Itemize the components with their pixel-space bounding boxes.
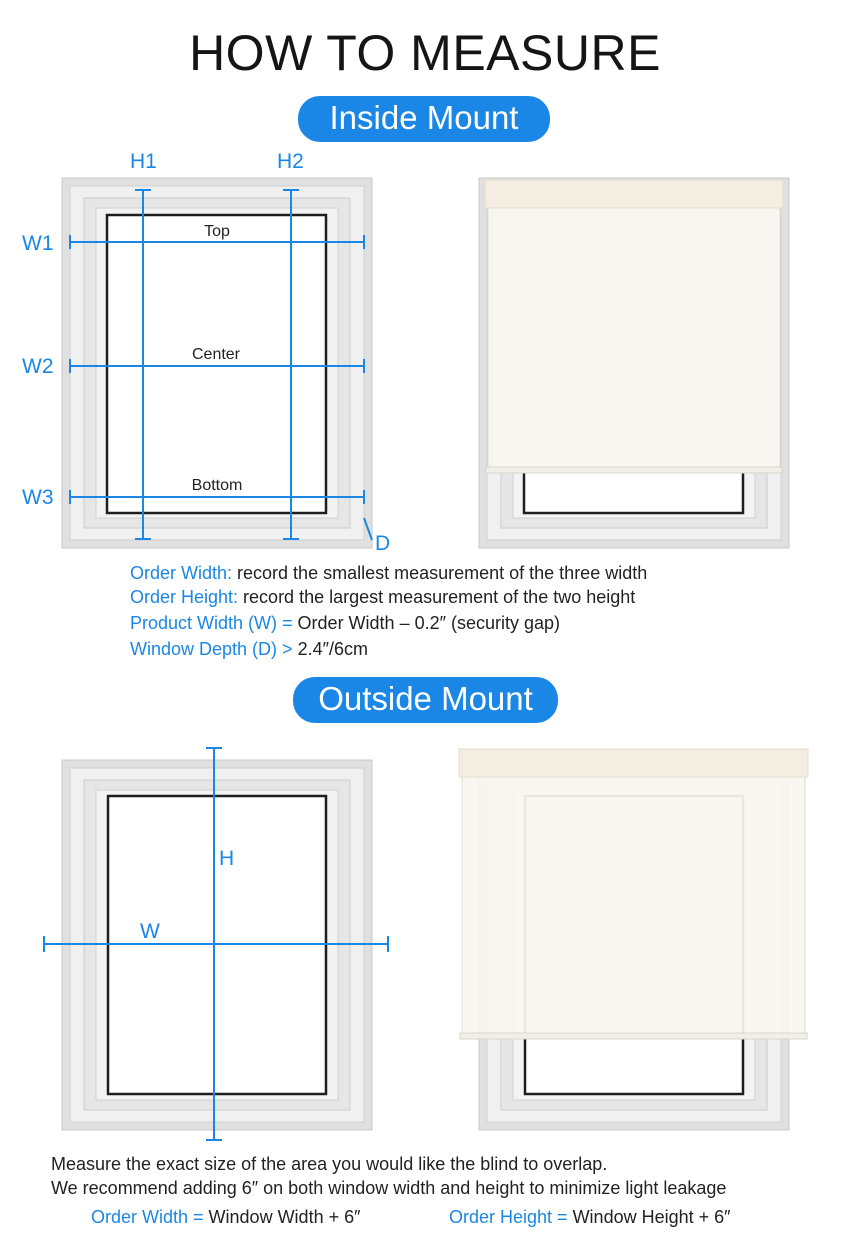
- note-key: Order Height:: [130, 587, 239, 607]
- formula-text: Window Width + 6″: [203, 1207, 361, 1227]
- formula-key: Order Width =: [91, 1207, 204, 1227]
- formula-order-width: [91, 1205, 360, 1229]
- label-bottom: Bottom: [191, 477, 243, 494]
- formula-key: Order Height =: [449, 1207, 568, 1227]
- note-text: 2.4″/6cm: [292, 639, 368, 659]
- label-d: D: [375, 532, 391, 555]
- note-order-width: [130, 561, 647, 585]
- label-h2: H2: [277, 150, 304, 173]
- label-top: Top: [204, 223, 230, 240]
- label-h1: H1: [130, 150, 157, 173]
- note-product-width: [130, 611, 560, 635]
- note-order-height: [130, 585, 635, 609]
- inside-mount-heading: Inside Mount: [298, 96, 550, 142]
- note-key: Window Depth (D) >: [130, 639, 293, 659]
- note-text: record the smallest measurement of the three width: [232, 563, 648, 583]
- note-text: record the largest measurement of the two height: [238, 587, 636, 607]
- label-w: W: [140, 920, 160, 943]
- outside-mount-heading: Outside Mount: [293, 677, 558, 723]
- inside-blind-window: [479, 178, 789, 548]
- label-center: Center: [191, 346, 241, 363]
- note-text: Order Width – 0.2″ (security gap): [292, 613, 561, 633]
- outside-blind-window: [459, 749, 808, 1130]
- outside-description-2: We recommend adding 6″ on both window width and height to minimize light leakage: [51, 1178, 727, 1198]
- label-w3: W3: [22, 486, 54, 509]
- note-window-depth: [130, 637, 368, 661]
- formula-text: Window Height + 6″: [567, 1207, 731, 1227]
- formula-order-height: [449, 1205, 731, 1229]
- note-key: Product Width (W) =: [130, 613, 293, 633]
- note-key: Order Width:: [130, 563, 233, 583]
- label-h: H: [219, 847, 235, 870]
- page-title: HOW TO MEASURE: [189, 25, 661, 81]
- label-w2: W2: [22, 355, 54, 378]
- outside-description-1: Measure the exact size of the area you would like the blind to overlap.: [51, 1154, 608, 1174]
- label-w1: W1: [22, 232, 54, 255]
